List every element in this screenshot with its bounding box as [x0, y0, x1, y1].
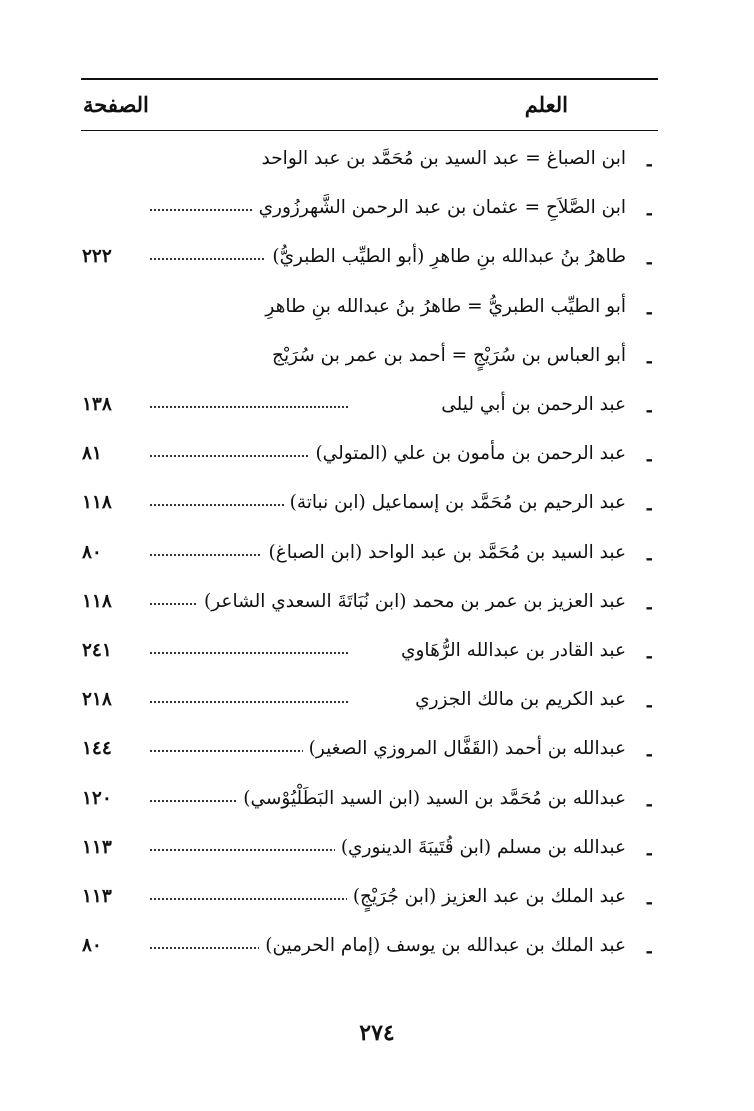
entry-bullet-dash: -: [645, 596, 653, 618]
entry-page-number: ١١٣: [82, 886, 112, 907]
dot-leader: [150, 701, 348, 703]
entry-name: عبد الرحيم بن مُحَمَّد بن إسماعيل (ابن نباتة): [284, 488, 626, 518]
entry-name: عبد الرحمن بن أبي ليلى: [435, 390, 626, 420]
entry-name: طاهرُ بنُ عبدالله بنِ طاهرِ (أبو الطيِّب الطبريُّ): [266, 242, 626, 272]
entry-bullet-dash: -: [645, 400, 653, 421]
entry-bullet-dash: -: [645, 203, 653, 225]
index-entry: [80, 144, 658, 180]
entry-bullet-dash: -: [645, 547, 653, 569]
index-entry: [80, 833, 658, 869]
top-rule: [81, 78, 658, 80]
entry-page-number: ١١٨: [82, 492, 112, 514]
index-entry: [80, 685, 658, 721]
index-entry: [80, 242, 658, 278]
entry-bullet-dash: -: [645, 793, 653, 815]
entry-bullet-dash: -: [645, 301, 653, 323]
entry-name: أبو العباس بن سُرَيْجٍ = أحمد بن عمر بن سُرَيْج: [266, 341, 626, 371]
header-rule: [81, 130, 658, 131]
entry-name: عبد العزيز بن عمر بن محمد (ابن نُبَاتَةَ السعدي الشاعر): [198, 587, 626, 617]
index-entry: [80, 193, 658, 229]
index-entry: [80, 587, 658, 623]
index-entry: [80, 931, 658, 967]
entry-name: عبدالله بن أحمد (القَفَّال المروزي الصغير): [303, 734, 626, 764]
entry-name: عبد الملك بن عبد العزيز (ابن جُرَيْجٍ): [347, 882, 626, 912]
entry-name: عبد الكريم بن مالك الجزري: [409, 685, 626, 715]
entry-page-number: ١١٣: [82, 836, 112, 858]
entry-bullet-dash: -: [645, 744, 653, 766]
dot-leader: [150, 406, 348, 408]
entry-bullet-dash: -: [645, 842, 653, 864]
column-header-page: الصفحة: [83, 92, 149, 117]
entry-page-number: ٢٢٢: [82, 246, 112, 268]
index-entry: [80, 341, 658, 377]
entry-name: عبدالله بن مُحَمَّد بن السيد (ابن السيد البَطَلْيُوْسي): [237, 784, 626, 814]
entry-bullet-dash: -: [645, 695, 653, 717]
entry-bullet-dash: -: [645, 941, 653, 963]
index-entry: [80, 390, 658, 426]
index-entry: [80, 882, 658, 918]
index-entry: [80, 439, 658, 475]
entry-name: ابن الصَّلاَحِ = عثمان بن عبد الرحمن الشَّهرزُوري: [253, 193, 626, 223]
index-entry: [80, 538, 658, 574]
entry-page-number: ٨٠: [82, 541, 102, 563]
entry-name: ابن الصباغ = عبد السيد بن مُحَمَّد بن عبد الواحد: [256, 144, 626, 174]
entry-bullet-dash: -: [645, 449, 653, 471]
index-entry: [80, 488, 658, 524]
index-entry: [80, 636, 658, 672]
entry-page-number: ١٢٠: [82, 787, 112, 809]
index-entry: [80, 734, 658, 770]
entry-bullet-dash: -: [645, 892, 653, 913]
entry-bullet-dash: -: [645, 252, 653, 274]
entry-page-number: ٨٠: [82, 935, 102, 957]
entry-page-number: ٨١: [82, 443, 102, 465]
dot-leader: [150, 898, 348, 900]
entry-page-number: ١٣٨: [82, 394, 112, 415]
entry-page-number: ٢١٨: [82, 689, 112, 711]
entry-name: عبد السيد بن مُحَمَّد بن عبد الواحد (ابن الصباغ): [262, 538, 626, 568]
entry-bullet-dash: -: [645, 498, 653, 520]
column-header-topic: العلم: [524, 92, 568, 117]
entry-bullet-dash: -: [645, 154, 653, 175]
entry-name: عبد الملك بن عبدالله بن يوسف (إمام الحرمين): [259, 931, 626, 961]
entry-name: أبو الطيِّب الطبريُّ = طاهرُ بنُ عبدالله بنِ طاهرِ: [259, 292, 626, 322]
entry-name: عبد الرحمن بن مأمون بن علي (المتولي): [309, 439, 626, 469]
dot-leader: [150, 652, 348, 654]
entry-page-number: ١١٨: [82, 590, 112, 612]
entry-page-number: ٢٤١: [82, 640, 112, 661]
entry-name: عبدالله بن مسلم (ابن قُتَيبَةَ الدينوري): [335, 833, 626, 863]
index-entry: [80, 292, 658, 328]
index-entry: [80, 784, 658, 820]
dot-leader: [150, 849, 348, 851]
entry-bullet-dash: -: [645, 646, 653, 667]
entry-bullet-dash: -: [645, 350, 653, 372]
entry-page-number: ١٤٤: [82, 738, 112, 760]
entry-name: عبد القادر بن عبدالله الرُّهَاوي: [395, 636, 626, 666]
page-number: ٢٧٤: [359, 1020, 395, 1046]
